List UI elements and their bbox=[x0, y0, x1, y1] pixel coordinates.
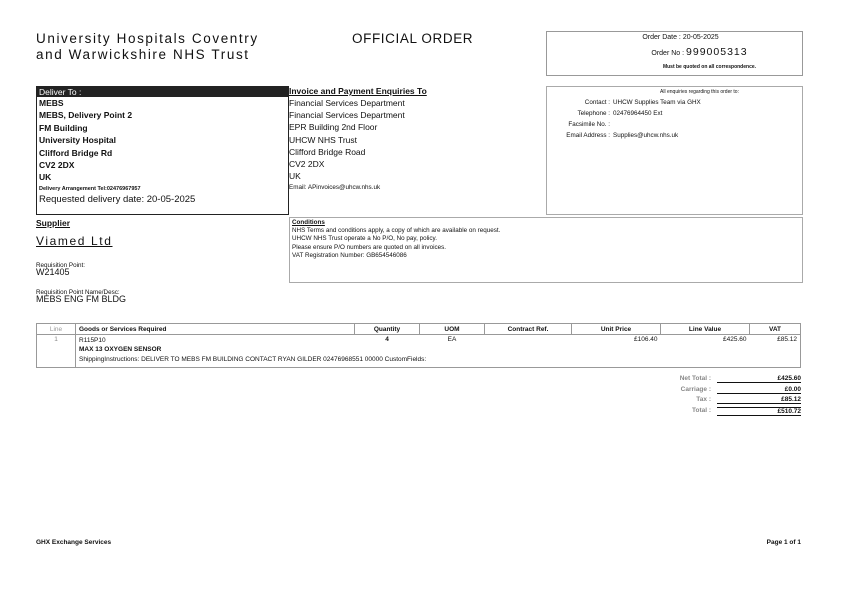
shipping-instructions: ShippingInstructions: DELIVER TO MEBS FM BUILDING CONTACT RYAN GILDER 02476968551 00000 CustomFields: bbox=[76, 355, 801, 368]
col-line-value: Line Value bbox=[661, 324, 750, 335]
requisition-point-name bbox=[36, 289, 126, 304]
order-date-row bbox=[547, 34, 802, 41]
shipping-spacer bbox=[37, 355, 76, 368]
total-label: Total : bbox=[691, 406, 711, 414]
col-quantity: Quantity bbox=[355, 324, 420, 335]
contact-label: Contact : bbox=[584, 99, 610, 106]
deliver-line: MEBS bbox=[39, 98, 64, 108]
enquiries-telephone-row bbox=[547, 110, 802, 121]
carriage-label: Carriage : bbox=[680, 385, 711, 393]
contact-value: UHCW Supplies Team via GHX bbox=[613, 99, 701, 106]
net-total-value: £425.60 bbox=[717, 375, 801, 383]
email-value: Supplies@uhcw.nhs.uk bbox=[613, 132, 679, 139]
totals-block bbox=[600, 375, 801, 417]
req-point-value: W21405 bbox=[36, 267, 70, 277]
cell-contract-ref bbox=[485, 335, 572, 356]
cell-goods bbox=[76, 335, 355, 356]
page-number: Page 1 of 1 bbox=[766, 539, 801, 546]
cell-line: 1 bbox=[37, 335, 76, 356]
req-point-name-label: Requisition Point Name/Desc: bbox=[36, 289, 120, 296]
item-description: MAX 13 OXYGEN SENSOR bbox=[79, 346, 162, 353]
col-unit-price: Unit Price bbox=[572, 324, 661, 335]
deliver-line: UK bbox=[39, 172, 52, 183]
email-label: Email Address : bbox=[566, 132, 610, 139]
invoice-email: Email: APinvoices@uhcw.nhs.uk bbox=[289, 184, 381, 192]
grand-total-row bbox=[600, 407, 801, 418]
condition-line: VAT Registration Number: GB654546086 bbox=[292, 251, 407, 259]
telephone-value: 02476964450 Ext bbox=[613, 110, 663, 117]
enquiries-contact-row bbox=[547, 99, 802, 110]
cell-vat: £85.12 bbox=[750, 335, 801, 356]
enquiries-fax-row bbox=[547, 121, 802, 132]
delivery-arrangement: Delivery Arrangement Tel:02476967957 bbox=[39, 185, 141, 192]
footer-left: GHX Exchange Services bbox=[36, 539, 112, 546]
supplier-heading: Supplier bbox=[36, 218, 71, 228]
net-total-row bbox=[600, 375, 801, 386]
conditions-heading: Conditions bbox=[292, 219, 325, 226]
invoice-heading: Invoice and Payment Enquiries To bbox=[289, 86, 427, 96]
document-title: OFFICIAL ORDER bbox=[352, 31, 474, 46]
deliver-line: Clifford Bridge Rd bbox=[39, 147, 113, 158]
deliver-line: University Hospital bbox=[39, 135, 116, 146]
telephone-label: Telephone : bbox=[577, 110, 610, 117]
table-row bbox=[37, 335, 801, 356]
order-info-box bbox=[546, 31, 803, 76]
invoice-line: UK bbox=[289, 171, 301, 182]
enquiries-heading: All enquiries regarding this order to: bbox=[660, 89, 739, 95]
total-value: £510.72 bbox=[717, 407, 801, 416]
cell-uom: EA bbox=[447, 336, 457, 343]
col-vat: VAT bbox=[750, 324, 801, 335]
invoice-line: CV2 2DX bbox=[289, 159, 325, 170]
col-uom: UOM bbox=[420, 324, 485, 335]
invoice-line: EPR Building 2nd Floor bbox=[289, 122, 378, 133]
condition-line: Please ensure P/O numbers are quoted on all invoices. bbox=[292, 243, 447, 251]
req-point-name-value: MEBS ENG FM BLDG bbox=[36, 294, 127, 304]
tax-label: Tax : bbox=[696, 396, 711, 403]
fax-label: Facsimile No. : bbox=[568, 121, 610, 128]
invoice-line: Clifford Bridge Road bbox=[289, 146, 366, 157]
deliver-line: FM Building bbox=[39, 122, 88, 133]
deliver-to-heading: Deliver To : bbox=[37, 87, 288, 97]
cell-quantity: 4 bbox=[385, 336, 389, 343]
deliver-to-box bbox=[36, 86, 289, 215]
tax-value: £85.12 bbox=[717, 396, 801, 404]
order-no-label: Order No : bbox=[651, 50, 685, 57]
item-code: R115P10 bbox=[79, 337, 106, 344]
conditions-box bbox=[289, 217, 803, 283]
organisation-name bbox=[36, 31, 259, 63]
shipping-row bbox=[37, 355, 801, 368]
condition-line: UHCW NHS Trust operate a No P/O, No pay, policy. bbox=[292, 235, 437, 243]
order-items-table bbox=[36, 323, 801, 368]
tax-row bbox=[600, 396, 801, 407]
order-no-value: 999005313 bbox=[686, 46, 748, 58]
invoice-line: Financial Services Department bbox=[289, 98, 405, 108]
org-line-1: University Hospitals Coventry bbox=[36, 31, 259, 46]
order-no-row bbox=[547, 46, 802, 58]
enquiries-email-row bbox=[547, 132, 802, 143]
supplier-name: Viamed Ltd bbox=[36, 234, 113, 248]
invoice-line: Financial Services Department bbox=[289, 110, 405, 121]
col-contract-ref: Contract Ref. bbox=[485, 324, 572, 335]
cell-line-value: £425.60 bbox=[723, 336, 747, 343]
cell-unit-price: £106.40 bbox=[634, 336, 658, 343]
condition-line: NHS Terms and conditions apply, a copy of which are available on request. bbox=[292, 227, 501, 235]
carriage-row bbox=[600, 386, 801, 397]
deliver-line: MEBS, Delivery Point 2 bbox=[39, 110, 133, 121]
order-enquiries-box bbox=[546, 86, 803, 215]
requested-delivery-date: Requested delivery date: 20-05-2025 bbox=[39, 193, 196, 205]
invoice-line: UHCW NHS Trust bbox=[289, 134, 357, 145]
requisition-point bbox=[36, 262, 85, 277]
req-point-label: Requisition Point: bbox=[36, 262, 86, 269]
org-line-2: and Warwickshire NHS Trust bbox=[36, 47, 250, 62]
order-note: Must be quoted on all correspondence. bbox=[662, 64, 757, 70]
order-date-label: Order Date : bbox=[642, 34, 681, 41]
table-header-row bbox=[37, 324, 801, 335]
col-line: Line bbox=[37, 324, 76, 335]
order-date-value: 20-05-2025 bbox=[682, 34, 719, 41]
invoice-enquiries-box bbox=[289, 86, 545, 213]
deliver-line: CV2 2DX bbox=[39, 160, 75, 171]
net-total-label: Net Total : bbox=[679, 375, 711, 382]
carriage-value: £0.00 bbox=[717, 386, 801, 394]
col-goods: Goods or Services Required bbox=[76, 324, 355, 335]
